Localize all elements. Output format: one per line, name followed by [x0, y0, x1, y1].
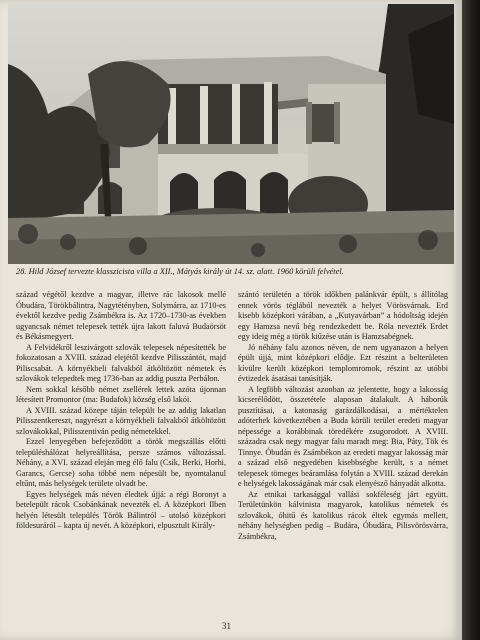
paragraph: szántó területén a török időkben palánkvár épült, s állítólag ennek vörös téglából nevezték a helyet Vörösvárnak. Erd kisebb középkori várában, a „Kutyavárban” a hódoltság idején egy Hamzsa nevű bég rendezkedett be. Róla nevezték Erdet egy ideig még a török kiűzése után is Hamzsabégnek.	[238, 290, 448, 341]
paragraph: A Felvidékről leszivárgott szlovák telepesek népesítették be fokozatosan a XVIII. század elejétől kezdve Pilisszántót, majd Piliscsabát. A környékbeli falvakból átköltözött németek és szlovákok telepedtek meg 1736-ban az addig puszta Perbálon.	[16, 342, 226, 383]
paragraph: Az etnikai tarkasággal vallási sokféleség járt együtt. Területünkön kálvinista magyarok, katolikus németek és szlovákok, óhitű és katolikus rácok éltek egymás mellett, néhány helységben pedig – Budára, Óbudára, Pilisvörösvárra, Zsámbékra,	[238, 489, 448, 541]
villa-photo-illustration	[8, 4, 454, 264]
page-number: 31	[222, 621, 231, 631]
paragraph: Jó néhány falu azonos néven, de nem ugyanazon a helyen épült újjá, mint középkori elődje. Ezt részint a belterületen kívülre került középkori templomromok, részint az utóbbi évtizedek ásatásai tanúsítják.	[238, 342, 448, 383]
paragraph: A legföbb változást azonban az jelentette, hogy a lakosság kicserélődött, összetétele alaposan átalakult. A háborúk pusztításai, a katonaság garázdálkodásai, a mértéktelen adóterhek következtében a Buda körüli terület eredeti magyar népessége a korábbinak töredékére zsugorodott. A XVIII. századra csak negy magyar falu maradt meg: Bia, Páty, Tök és Tinnye. Óbudán és Zsámbékon az eredeti magyar lakosság már a század első negyedében kisebbségbe került, s a német telepesek tömeges beáramlása folytán a XVIII. század derekán e helységek lakosságának már csak elenyésző hányadát alkotta.	[238, 384, 448, 488]
villa-photograph	[8, 4, 454, 264]
text-column-left	[16, 290, 226, 532]
paragraph: Egyes helységek más néven éledtek újjá: a régi Boronyt a betelepült rácok Csobánkának nevezték el. A középkori Ilben helyén létesült település Török Bálintról – utolsó középkori földesuráról – kapta új nevét. A középkori, elpusztult Király-	[16, 489, 226, 530]
figure-caption: 28. Hild József tervezte klasszicista villa a XII., Mátyás király út 14. sz. alatt. 1960 körüli felvétel.	[16, 267, 344, 276]
book-spine-edge	[462, 0, 480, 640]
paragraph: A XVIII. század közepe táján települt be az addig lakatlan Pilisszentkereszt, nagyrészt a környékbeli falvakból átköltözött szlovákokkal, Pilisszentiván pedig németekkel.	[16, 405, 226, 436]
paragraph: Nem sokkal később német zsellérek lettek azóta újonnan létesített Promontor (ma: Budafok) község első lakói.	[16, 384, 226, 404]
paragraph: század végétől kezdve a magyar, illetve rác lakosok mellé Óbudára, Törökbálintra, Nagytétényben, Solymárra, az 1710-es évektől kezdve pedig Zsámbékra is. Az 1720–1730-as években ugyancsak német telepesek tették újra lakott faluvá Budaörsöt és Békásmegyert.	[16, 290, 226, 341]
paragraph: Ezzel lenyegében befejeződött a török megszállás előtti településhálózat helyreállítása, persze számos változással. Néhány, a XVI. század eleján meg élő falu (Csík, Berki, Horhi, Garancs, Gercse) soha többé nem népesült be, nyomtalanul eltűnt, más helységek területe olvadt be.	[16, 437, 226, 488]
text-column-right	[238, 290, 448, 542]
